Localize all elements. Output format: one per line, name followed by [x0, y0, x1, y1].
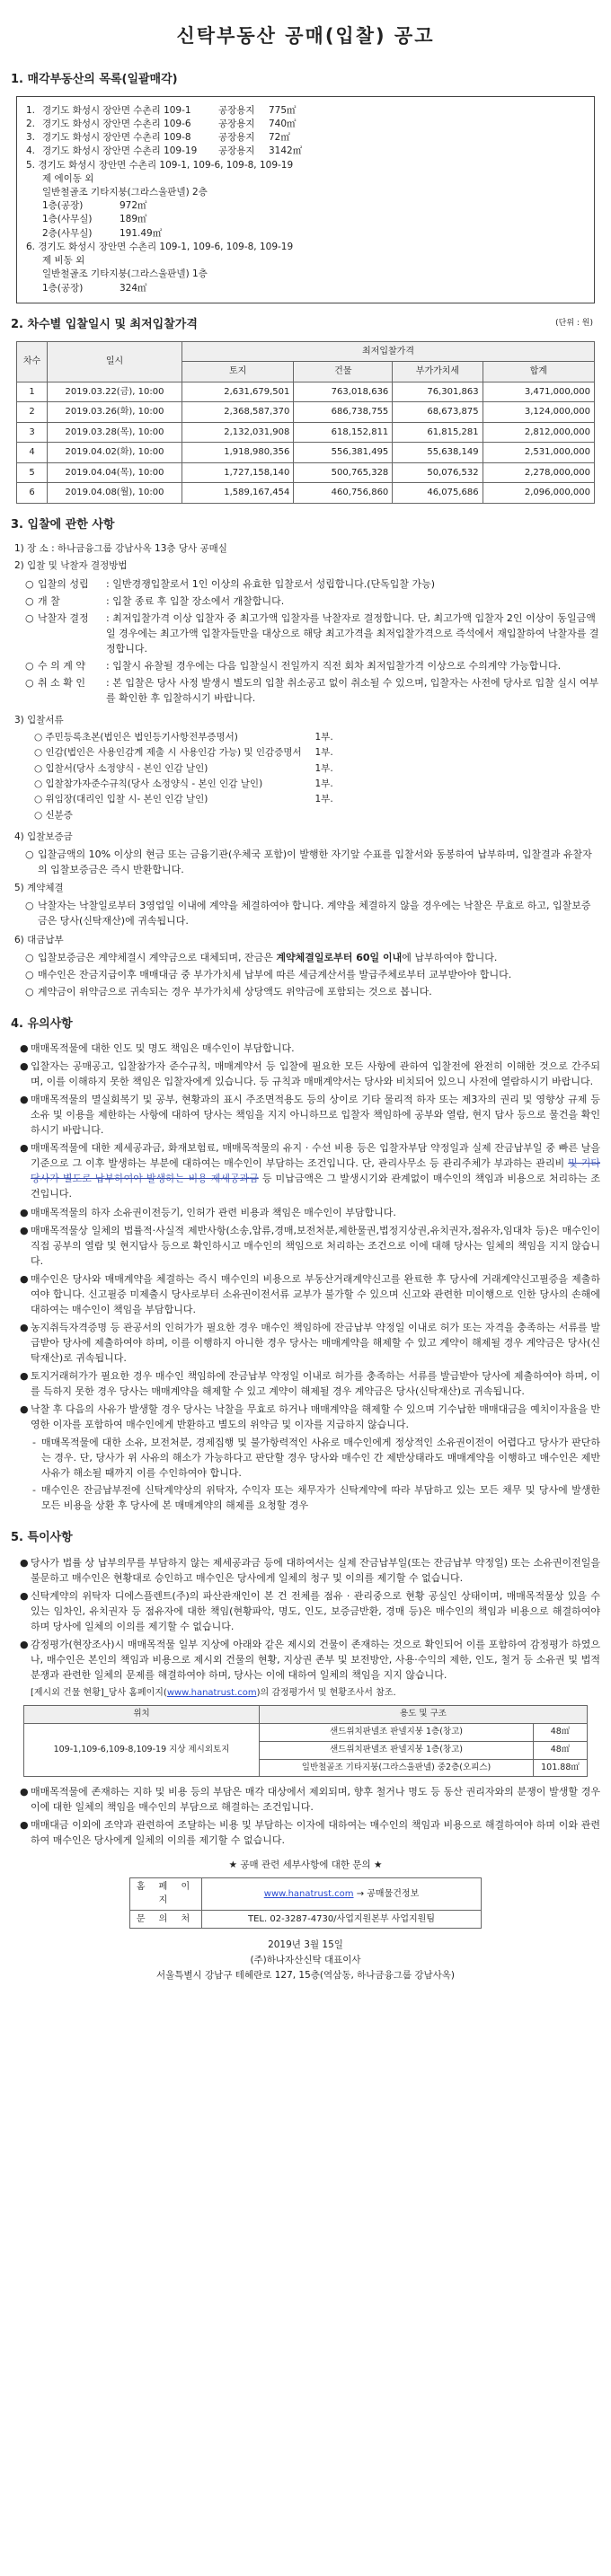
- property-item: 1. 경기도 화성시 장안면 수촌리 109-1 공장용지 775㎡: [26, 104, 297, 116]
- notice-date: 2019년 3월 15일: [268, 1939, 343, 1951]
- method-item: ○ 낙찰자 결정 : 최저입찰가격 이상 입찰자 중 최고가액 입찰자를 낙찰자로 결정합니다. 단, 최고가액 입찰자 2인 이상이 동일금액일 경우에는 최고가액 입찰자들만을 대상으로 해당 최고가격을 최저입찰가격으로 즉석에서 재입찰하여 낙찰자를 결정합니다.: [25, 611, 599, 655]
- payment-text: ○ 입찰보증금은 계약체결시 계약금으로 대체되며, 잔금은 계약체결일로부터 60일 이내에 납부하여야 합니다.: [25, 951, 498, 963]
- col-vat: 부가가치세: [393, 362, 483, 382]
- table-row: 1 2019.03.22(금), 10:00 2,631,679,501 763,018,636 76,301,863 3,471,000,000: [17, 382, 595, 402]
- property-list-box: [16, 96, 595, 303]
- contact-section: [11, 1858, 600, 1930]
- table-row: 홈 페 이 지 www.hanatrust.com → 공매물건정보: [130, 1877, 482, 1910]
- section-2-heading: 2. 차수별 입찰일시 및 최저입찰가격 (단위 : 원): [11, 317, 593, 331]
- list-item: ○ 주민등록초본(법인은 법인등기사항전부증명서) 1부.: [34, 732, 333, 743]
- docs-heading: 3) 입찰서류: [14, 714, 64, 725]
- col-building: 건물: [294, 362, 393, 382]
- method-heading: 2) 입찰 및 낙찰자 결정방법: [14, 560, 128, 572]
- payment-deadline: 계약체결일로부터 60일 이내: [276, 951, 403, 963]
- round-price-table-wrap: [16, 341, 595, 504]
- caution-item: ● 낙찰 후 다음의 사유가 발생할 경우 당사는 낙찰을 무효로 하거나 매매계약을 해제할 수 있으며 기수납한 매매대금을 예치이자율을 반영한 이자를 포함하여 매수인에게 반환하고 별도의 위약금 및 이자를 지급하지 않습니다.: [20, 1403, 600, 1431]
- section-1-heading: 1. 매각부동산의 목록(일괄매각): [11, 72, 178, 86]
- list-item: ○ 위임장(대리인 입찰 시- 본인 인감 날인) 1부.: [34, 794, 333, 805]
- unit-note: (단위 : 원): [555, 318, 593, 328]
- special-item: ● 신탁계약의 위탁자 디에스플렌트(주)의 파산관재인이 본 건 전체를 점유 · 관리중으로 현황 공실인 상태이며, 매매목적물상 있을 수 있는 임차인, 유치권자 등 점유자에 대한 책임(현황파악, 명도, 인도, 보증금반환, 경매 등)은 매수인의 책임과 비용으로 해결하여야 하며 당사에 일체의 이의를 제기할 수 없습니다.: [20, 1589, 600, 1632]
- payment-text: ○ 매수인은 잔금지급이후 매매대금 중 부가가치세 납부에 따른 세금계산서를 발급주체로부터 교부받아야 합니다.: [25, 968, 512, 980]
- table-row: 3 2019.03.28(목), 10:00 2,132,031,908 618,152,811 61,815,281 2,812,000,000: [17, 422, 595, 443]
- caution-item: ● 매매목적물에 대한 제세공과금, 화재보험료, 매매목적물의 유지 · 수선 비용 등은 입찰자부담 약정일과 실제 잔금납부일 중 빠른 날을 기준으로 그 이후 발생하는 부분에 대하여는 매수인이 부담하는 조건입니다. 단, 관리사무소 등 관리주체가 부과하는 관리비 및 기타 당사가 별도로 납부하여야 발생하는 비용 제세공과금 등 미납금액은 그 발생시기와 관계없이 매수인의 책임과 비용으로 처리하는 조건입니다.: [20, 1142, 600, 1200]
- caution-item: ● 매매목적물의 하자 소유권이전등기, 인허가 관련 비용과 책임은 매수인이 부담합니다.: [20, 1206, 396, 1218]
- property-item-5-building: 제 에이동 외: [42, 172, 94, 184]
- col-date: 일시: [48, 341, 182, 382]
- footer: [11, 1938, 600, 1983]
- floor-area: 1층(사무실) 189㎡: [42, 214, 147, 225]
- list-item: ○ 입찰참가자준수규칙(당사 소정양식 - 본인 인감 날인) 1부.: [34, 778, 333, 789]
- caution-item: ● 입찰자는 공매공고, 입찰참가자 준수규칙, 매매계약서 등 입찰에 필요한 모든 사항에 관하여 입찰전에 완전히 이해한 것으로 간주되며, 이를 이해하지 못한 책임은 입찰자에게 있습니다. 등 규칙과 매매계약서는 당사와 비치되어 있으니 사전에 열람하시기 바랍니다.: [20, 1060, 600, 1088]
- property-item-6-building: 제 비동 외: [42, 255, 85, 267]
- table-row: 일반철골조 기타지붕(그라스울판넬) 중2층(오피스) 101.88㎡: [24, 1759, 588, 1777]
- table-row: 문 의 처 TEL. 02-3287-4730/사업지원본부 사업지원팀: [130, 1910, 482, 1929]
- method-item: ○ 개 찰 : 입찰 종료 후 입찰 장소에서 개찰합니다.: [25, 594, 285, 607]
- contact-lead: ★ 공매 관련 세부사항에 대한 문의 ★: [228, 1859, 383, 1870]
- col-min-price: 최저입찰가격: [182, 341, 595, 362]
- caution-item: ● 농지취득자격증명 등 관공서의 인허가가 필요한 경우 매수인 책임하에 잔금납부 약정일 이내로 허가 또는 자격을 충족하는 서류를 발급받아 당사에 제출하여야 하며, 이를 이행하지 아니한 경우 당사는 매매계약을 해제할 수 있고 계약이 해제될 경우 계약금은 당사(신탁재산)로 귀속됩니다.: [20, 1321, 600, 1364]
- list-item: ○ 입찰서(당사 소정양식 - 본인 인감 날인) 1부.: [34, 762, 333, 774]
- property-item-5: 5. 경기도 화성시 장안면 수촌리 109-1, 109-6, 109-8, 109-19: [26, 159, 294, 171]
- section-3-heading: 3. 입찰에 관한 사항: [11, 517, 115, 532]
- method-item: ○ 입찰의 성립 : 일반경쟁입찰로서 1인 이상의 유효한 입찰로서 성립합니다.(단독입찰 가능): [25, 577, 436, 590]
- contact-table: [129, 1877, 482, 1930]
- caution-subitem: - 매수인은 잔금납부전에 신탁계약상의 위탁자, 수익자 또는 채무자가 신탁계약에 따라 부담하고 있는 모든 채무 및 당사에 발생한 모든 비용을 상환 후 당사에 본 매매계약의 해제를 요청할 경우: [32, 1484, 600, 1512]
- col-total: 합계: [483, 362, 594, 382]
- floor-area: 2층(사무실) 191.49㎡: [42, 227, 163, 239]
- caution-item: ● 매수인은 당사와 매매계약을 체결하는 즉시 매수인의 비용으로 부동산거래계약신고를 완료한 후 당사에 거래계약신고필증을 제출하여야 합니다. 신고필증 미제출시 당사로부터 소유권이전서류 교부가 불가할 수 있으며 신고와 관련한 미이행으로 인한 당사의 손해에 대하여는 매수인이 책임을 부담합니다.: [20, 1272, 600, 1315]
- property-item: 3. 경기도 화성시 장안면 수촌리 109-8 공장용지 72㎡: [26, 132, 290, 144]
- payment-text: ○ 계약금이 위약금으로 귀속되는 경우 부가가치세 상당액도 위약금에 포함되는 것으로 봅니다.: [25, 985, 432, 998]
- annex-building-table: [23, 1705, 588, 1777]
- floor-area: 1층(공장) 324㎡: [42, 282, 147, 294]
- table-row: 샌드위치판넬조 판넬지붕 1층(창고) 48㎡: [24, 1741, 588, 1759]
- bid-place: 1) 장 소 : 하나금융그룹 강남사옥 13층 당사 공매실: [14, 543, 227, 555]
- section-3-body: [11, 541, 600, 999]
- special-item: ● 감정평가(현장조사)시 매매목적물 일부 지상에 아래와 같은 제시외 건물이 존재하는 것으로 확인되어 이를 포함하여 감정평가 하였으나, 매수인은 본인의 책임과 비용으로 제시외 건물의 현황, 지상권 존부 및 보전방안, 사용·수익의 제한, 인도, 철거 등 소유권 및 법적분쟁과 관련한 일체의 문제를 해결하여야 하며, 당사는 이에 대하여 일체의 책임을 지지 않습니다.: [20, 1638, 600, 1681]
- method-item: ○ 수 의 계 약 : 입찰시 유찰될 경우에는 다음 입찰실시 전일까지 직전 회차 최저입찰가격 이상으로 수의계약 가능합니다.: [25, 659, 562, 672]
- annex-note: [제시외 건물 현황]_당사 홈페이지(www.hanatrust.com)의 감정평가서 및 현황조사서 참조.: [31, 1687, 396, 1698]
- list-item: ○ 인감(법인은 사용인감계 제출 시 사용인감 가능) 및 인감증명서 1부.: [34, 747, 333, 759]
- property-item-6: 6. 경기도 화성시 장안면 수촌리 109-1, 109-6, 109-8, 109-19: [26, 241, 294, 252]
- caution-item: ● 매매목적물에 대한 인도 및 명도 책임은 매수인이 부담합니다.: [20, 1042, 295, 1055]
- special-item: ● 매매대금 이외에 조약과 관련하여 조달하는 비용 및 부담하는 이자에 대하여는 매수인의 책임과 비용으로 해결하여야 하며 이와 관련하여 매수인은 당사에게 일체의 이의를 제기할 수 없습니다.: [20, 1819, 600, 1847]
- col-location: 위치: [24, 1706, 260, 1724]
- docs-list: [11, 730, 600, 822]
- table-row: 109-1,109-6,109-8,109-19 지상 제시외토지 샌드위치판넬조 판넬지붕 1층(창고) 48㎡: [24, 1724, 588, 1742]
- property-item-6-structure: 일반철골조 기타지붕(그라스울판넬) 1층: [42, 268, 208, 280]
- deposit-heading: 4) 입찰보증금: [14, 831, 73, 842]
- caution-item: ● 매매목적물의 멸실회복기 및 공부, 현황과의 표시 주조면적용도 등의 상이로 기타 물리적 하자 또는 제3자의 권리 및 영향상 규제 등 소유 및 이용을 제한하는 사항에 대하여 당사는 책임을 지지 아니하므로 입찰자 책임하에 공부와 열람, 현지 답사 등으로 물건을 확인하시기 바랍니다.: [20, 1094, 600, 1137]
- col-round: 차수: [17, 341, 48, 382]
- page-title: 신탁부동산 공매(입찰) 공고: [176, 25, 435, 47]
- section-4-heading: 4. 유의사항: [11, 1016, 73, 1031]
- property-item: 4. 경기도 화성시 장안면 수촌리 109-19 공장용지 3142㎡: [26, 145, 303, 157]
- col-use: 용도 및 구조: [260, 1706, 588, 1724]
- section-5-heading: 5. 특이사항: [11, 1531, 73, 1545]
- company-name: (주)하나자산신탁 대표이사: [250, 1955, 361, 1966]
- special-item: ● 매매목적물에 존재하는 지하 및 비용 등의 부담은 매각 대상에서 제외되며, 향후 철거나 명도 등 동산 권리자와의 분쟁이 발생할 경우 이에 대한 일체의 책임을 매수인의 부담으로 해결하는 조건입니다.: [20, 1786, 600, 1814]
- homepage-link[interactable]: www.hanatrust.com: [166, 1687, 257, 1698]
- struck-text: 및 기타 당사가 별도로 납부하여야 발생하는 비용 제세공과금: [31, 1157, 600, 1185]
- floor-area: 1층(공장) 972㎡: [42, 200, 147, 212]
- caution-subitem: - 매매목적물에 대한 소유, 보전처분, 경제집행 및 불가항력적인 사유로 매수인에게 정상적인 소유권이전이 어렵다고 당사가 판단하는 경우. 단, 당사가 위 사유의 해소가 가능하다고 판단할 경우 당사와 매수인 간 제반상태라도 매매계약을 이행하고 매수인은 제반사유가 해소될 때까지 이를 수인하여야 합니다.: [32, 1437, 600, 1480]
- table-row: 6 2019.04.08(월), 10:00 1,589,167,454 460,756,860 46,075,686 2,096,000,000: [17, 483, 595, 504]
- section-4-body: [11, 1041, 600, 1513]
- payment-heading: 6) 대금납부: [14, 934, 64, 945]
- caution-item: ● 매매목적물상 일체의 법률적·사실적 제반사항(소송,압류,경매,보전처분,제한물권,법정지상권,유치권자,점유자,임대차 등)은 매수인이 직접 공부의 열람 및 현지답사 등으로 확인하시고 매수인의 책임으로 처리하는 조건으로 이에 대해 당사는 일체의 책임을 지지 않습니다.: [20, 1224, 600, 1267]
- table-row: 5 2019.04.04(목), 10:00 1,727,158,140 500,765,328 50,076,532 2,278,000,000: [17, 462, 595, 483]
- property-item-5-structure: 일반철골조 기타지붕(그라스울판넬) 2층: [42, 187, 208, 198]
- property-item: 2. 경기도 화성시 장안면 수촌리 109-6 공장용지 740㎡: [26, 118, 297, 129]
- caution-item: ● 토지거래허가가 필요한 경우 매수인 책임하에 잔금납부 약정일 이내로 허가를 충족하는 서류를 발급받아 당사에 제출하여야 하며, 이를 득하지 못한 경우 당사는 매매계약을 해제할 수 있고 계약이 해제될 경우 계약금은 당사(신탁재산)로 귀속됩니다.: [20, 1370, 600, 1398]
- method-item: ○ 취 소 확 인 : 본 입찰은 당사 사정 발생시 별도의 입찰 취소공고 없이 취소될 수 있으며, 입찰자는 사전에 당사로 입찰 실시 여부를 확인한 후 입찰하시기 바랍니다.: [25, 676, 599, 704]
- special-item: ● 당사가 법률 상 납부의무를 부담하지 않는 제세공과금 등에 대하여서는 실제 잔금납부일(또는 잔금납부 약정일) 또는 소유권이전일을 불문하고 매수인은 현황대로 승인하고 매수인은 당사에게 일체의 청구 및 이의를 제기할 수 없습니다.: [20, 1556, 600, 1584]
- section-5-body: [11, 1555, 600, 1849]
- round-price-table: [16, 341, 595, 504]
- table-row: 4 2019.04.02(화), 10:00 1,918,980,356 556,381,495 55,638,149 2,531,000,000: [17, 443, 595, 463]
- contact-phone: TEL. 02-3287-4730/사업지원본부 사업지원팀: [202, 1910, 482, 1929]
- company-address: 서울특별시 강남구 테헤란로 127, 15층(역삼동, 하나금융그룹 강남사옥): [155, 1969, 455, 1981]
- homepage-link[interactable]: www.hanatrust.com: [263, 1888, 354, 1899]
- annex-table-wrap: [23, 1705, 588, 1777]
- col-land: 토지: [182, 362, 294, 382]
- table-row: 2 2019.03.26(화), 10:00 2,368,587,370 686,738,755 68,673,875 3,124,000,000: [17, 402, 595, 423]
- contract-text: ○ 낙찰자는 낙찰일로부터 3영업일 이내에 계약을 체결하여야 합니다. 계약을 체결하지 않을 경우에는 낙찰은 무효로 하고, 입찰보증금은 당사(신탁재산)에 귀속됩니다.: [25, 900, 591, 928]
- list-item: ○ 신분증: [34, 809, 73, 821]
- contract-heading: 5) 계약체결: [14, 883, 64, 894]
- deposit-text: ○ 입찰금액의 10% 이상의 현금 또는 금융기관(우체국 포함)이 발행한 자기앞 수표를 입찰서와 동봉하여 납부하며, 입찰결과 유찰자의 입찰보증금은 즉시 반환합니다.: [25, 848, 592, 876]
